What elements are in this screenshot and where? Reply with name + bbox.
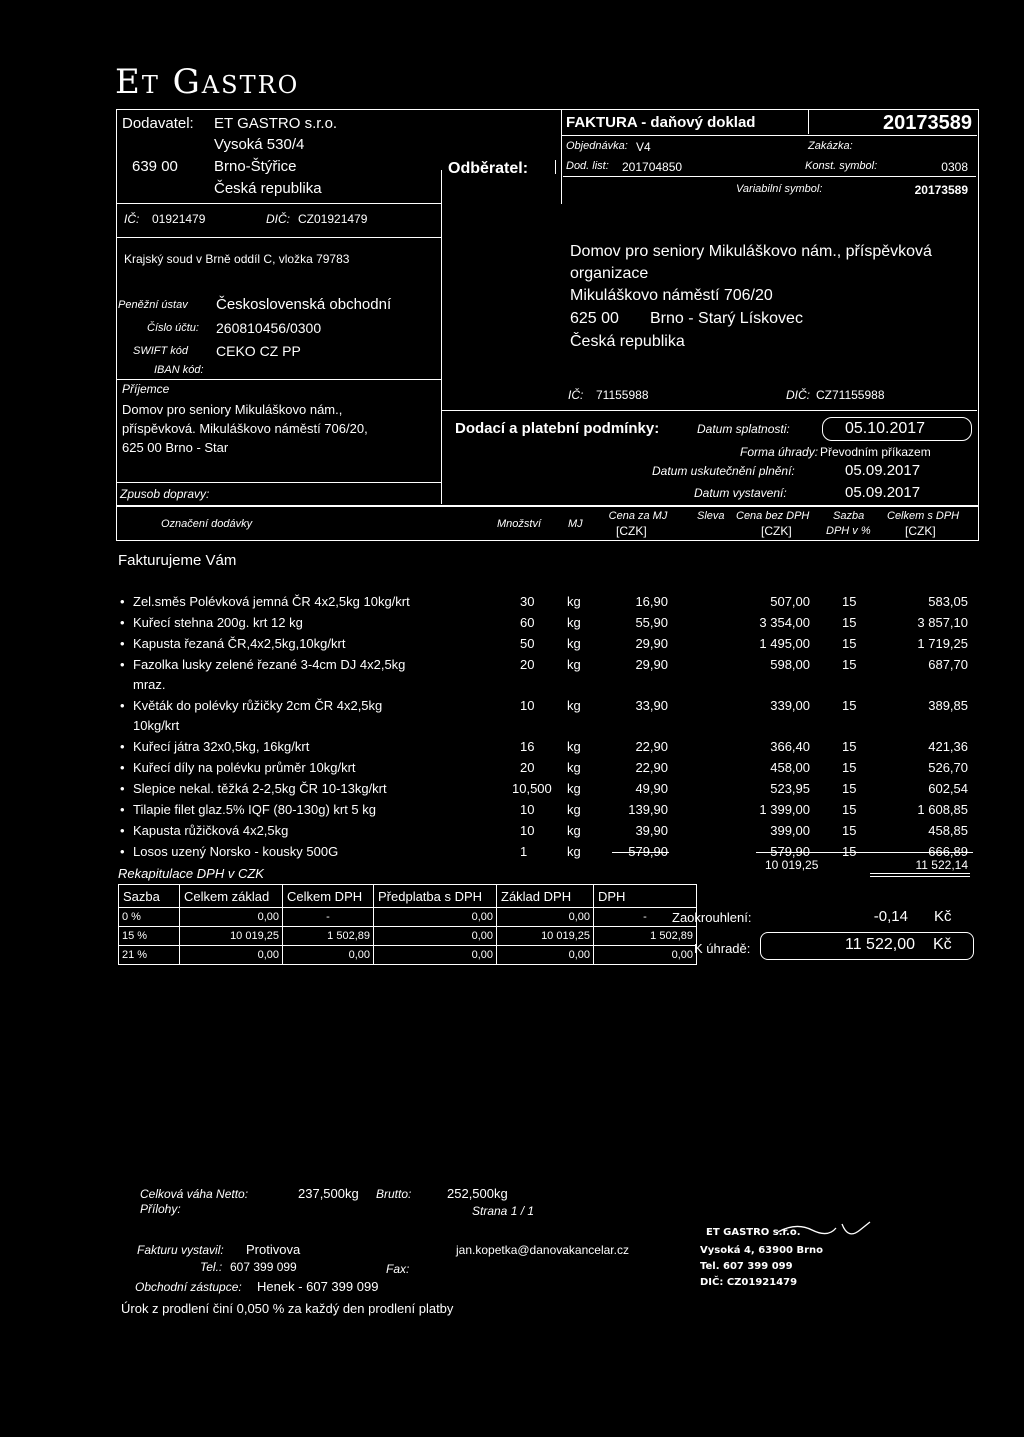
bullet-icon: • — [120, 636, 125, 651]
item-vat-rate: 15 — [842, 844, 857, 859]
var-symbol-value: 20173589 — [914, 183, 968, 197]
item-total: 666,89 — [928, 844, 968, 859]
bullet-icon: • — [120, 698, 125, 713]
invoice-title: FAKTURA - daňový doklad — [566, 114, 756, 131]
col-net: Cena bez DPH — [736, 510, 810, 522]
item-total: 687,70 — [928, 657, 968, 672]
tel-value: 607 399 099 — [230, 1260, 297, 1274]
recipient-line2: příspěvková. Mikuláškovo náměstí 706/20, — [122, 421, 368, 436]
order-value: V4 — [636, 140, 651, 154]
contact-email: jan.kopetka@danovakancelar.cz — [456, 1243, 629, 1257]
recap-cell: 0,00 — [283, 946, 374, 965]
customer-label: Odběratel: — [448, 160, 529, 177]
item-net: 507,00 — [770, 594, 810, 609]
var-symbol-label: Variabilní symbol: — [736, 183, 823, 195]
due-date-label: Datum splatnosti: — [697, 422, 790, 436]
rep-value: Henek - 607 399 099 — [257, 1279, 379, 1294]
bank-name: Československá obchodní — [216, 296, 392, 313]
item-total: 458,85 — [928, 823, 968, 838]
item-vat-rate: 15 — [842, 739, 857, 754]
swift-code: CEKO CZ PP — [216, 343, 301, 359]
recipient-line1: Domov pro seniory Mikuláškovo nám., — [122, 402, 343, 417]
recap-title: Rekapitulace DPH v CZK — [118, 866, 264, 881]
customer-ic-label: IČ: — [568, 388, 584, 402]
customer-zip: 625 00 — [570, 310, 619, 327]
supplier-dic: CZ01921479 — [298, 212, 368, 226]
item-quantity: 10 — [520, 823, 535, 838]
item-description: Slepice nekal. těžká 2-2,5kg ČR 10-13kg/krt — [133, 781, 387, 796]
stamp-line3: Tel. 607 399 099 — [700, 1261, 793, 1272]
recap-row — [119, 946, 697, 965]
fax-label: Fax: — [386, 1262, 410, 1276]
rep-label: Obchodní zástupce: — [135, 1280, 242, 1294]
item-vat-rate: 15 — [842, 823, 857, 838]
table-row — [0, 739, 1024, 757]
bullet-icon: • — [120, 823, 125, 838]
item-net: 598,00 — [770, 657, 810, 672]
item-vat-rate: 15 — [842, 760, 857, 775]
item-price: 33,90 — [635, 698, 668, 713]
item-vat-rate: 15 — [842, 698, 857, 713]
col-discount: Sleva — [697, 510, 725, 522]
recap-cell: 1 502,89 — [594, 927, 697, 946]
item-price: 22,90 — [635, 760, 668, 775]
recap-cell: 0,00 — [497, 908, 594, 927]
item-price: 29,90 — [635, 636, 668, 651]
item-description: Losos uzený Norsko - kousky 500G — [133, 844, 339, 859]
tax-date-value: 05.09.2017 — [845, 462, 921, 479]
item-price: 49,90 — [635, 781, 668, 796]
const-symbol-label: Konst. symbol: — [805, 160, 878, 172]
recipient-line3: 625 00 Brno - Star — [122, 440, 229, 455]
attachments-label: Přílohy: — [140, 1202, 181, 1216]
table-row — [0, 760, 1024, 778]
bullet-icon: • — [120, 802, 125, 817]
col-total: Celkem s DPH — [887, 510, 960, 522]
item-description: Fazolka lusky zelené řezané 3-4cm DJ 4x2,5kg — [133, 657, 406, 672]
recap-cell: 0,00 — [594, 946, 697, 965]
col-price-unit: [CZK] — [616, 524, 647, 538]
item-net: 399,00 — [770, 823, 810, 838]
recap-cell: 0,00 — [180, 908, 283, 927]
table-row — [0, 802, 1024, 820]
bullet-icon: • — [120, 657, 125, 672]
item-price: 139,90 — [628, 802, 668, 817]
intro-text: Fakturujeme Vám — [118, 552, 237, 569]
col-rate-unit: DPH v % — [826, 525, 871, 537]
customer-dic-label: DIČ: — [786, 388, 810, 402]
customer-line2: organizace — [570, 265, 649, 282]
stamp-line1: ET GASTRO s.r.o. — [706, 1227, 801, 1238]
supplier-dic-label: DIČ: — [266, 212, 290, 226]
weight-net-label: Celková váha Netto: — [140, 1187, 249, 1201]
issue-date-label: Datum vystavení: — [694, 486, 787, 500]
amount-due-label: K úhradě: — [694, 941, 751, 956]
total-net: 10 019,25 — [765, 858, 819, 872]
item-net: 3 354,00 — [759, 615, 810, 630]
item-vat-rate: 15 — [842, 802, 857, 817]
recipient-label: Příjemce — [122, 382, 170, 396]
table-row — [0, 657, 1024, 692]
customer-country: Česká republika — [570, 333, 685, 350]
item-unit: kg — [567, 760, 581, 775]
col-rate: Sazba — [833, 510, 865, 522]
weight-gross-value: 252,500kg — [447, 1186, 508, 1201]
tax-date-label: Datum uskutečnění plnění: — [652, 464, 795, 478]
item-vat-rate: 15 — [842, 636, 857, 651]
supplier-city: Brno-Štýřice — [214, 158, 297, 175]
bullet-icon: • — [120, 760, 125, 775]
item-quantity: 50 — [520, 636, 535, 651]
item-unit: kg — [567, 594, 581, 609]
item-description: Kuřecí díly na polévku průměr 10kg/krt — [133, 760, 356, 775]
recap-header-cell: Předplatba s DPH — [374, 885, 497, 908]
item-description-cont: 10kg/krt — [133, 718, 180, 733]
item-unit: kg — [567, 615, 581, 630]
item-net: 339,00 — [770, 698, 810, 713]
recap-cell: 1 502,89 — [283, 927, 374, 946]
item-unit: kg — [567, 781, 581, 796]
rounding-value: -0,14 — [873, 908, 908, 925]
stamp-line2: Vysoká 4, 63900 Brno — [700, 1245, 824, 1256]
item-unit: kg — [567, 698, 581, 713]
item-unit: kg — [567, 739, 581, 754]
item-total: 3 857,10 — [917, 615, 968, 630]
item-net: 1 495,00 — [759, 636, 810, 651]
bullet-icon: • — [120, 844, 125, 859]
amount-due-currency: Kč — [933, 936, 952, 953]
issued-by-value: Protivova — [246, 1242, 301, 1257]
recap-cell: 0,00 — [374, 927, 497, 946]
item-vat-rate: 15 — [842, 781, 857, 796]
item-price: 16,90 — [635, 594, 668, 609]
item-net: 523,95 — [770, 781, 810, 796]
supplier-ic-label: IČ: — [124, 212, 140, 226]
bullet-icon: • — [120, 615, 125, 630]
table-row — [0, 594, 1024, 612]
account-label: Číslo účtu: — [147, 322, 199, 334]
iban-label: IBAN kód: — [154, 364, 204, 376]
recap-header-cell: DPH — [594, 885, 697, 908]
item-total: 1 608,85 — [917, 802, 968, 817]
recap-header-cell: Celkem DPH — [283, 885, 374, 908]
item-unit: kg — [567, 657, 581, 672]
recap-cell: 0 % — [119, 908, 180, 927]
item-price: 22,90 — [635, 739, 668, 754]
item-quantity: 60 — [520, 615, 535, 630]
supplier-zip: 639 00 — [132, 158, 178, 175]
item-unit: kg — [567, 844, 581, 859]
item-quantity: 20 — [520, 760, 535, 775]
recap-cell: 15 % — [119, 927, 180, 946]
item-quantity: 10,500 — [512, 781, 552, 796]
supplier-ic: 01921479 — [152, 212, 206, 226]
terms-label: Dodací a platební podmínky: — [455, 420, 660, 437]
item-price: 55,90 — [635, 615, 668, 630]
delivery-note-label: Dod. list: — [566, 160, 609, 172]
item-quantity: 20 — [520, 657, 535, 672]
invoice-number: 20173589 — [883, 112, 972, 134]
item-quantity: 16 — [520, 739, 535, 754]
item-unit: kg — [567, 823, 581, 838]
weight-gross-label: Brutto: — [376, 1187, 412, 1201]
item-total: 1 719,25 — [917, 636, 968, 651]
item-net: 579,90 — [770, 844, 810, 859]
item-description: Tilapie filet glaz.5% IQF (80-130g) krt 5 kg — [133, 802, 377, 817]
item-vat-rate: 15 — [842, 594, 857, 609]
col-unit: MJ — [568, 518, 583, 530]
col-price: Cena za MJ — [608, 510, 668, 522]
rounding-label: Zaokrouhlení: — [672, 910, 752, 925]
col-net-unit: [CZK] — [761, 524, 792, 538]
table-row — [0, 636, 1024, 654]
rounding-currency: Kč — [934, 908, 952, 925]
recap-header-cell: Celkem základ — [180, 885, 283, 908]
item-description: Kuřecí játra 32x0,5kg, 16kg/krt — [133, 739, 310, 754]
company-logo: Et Gastro — [115, 62, 300, 102]
item-quantity: 10 — [520, 698, 535, 713]
interest-note: Úrok z prodlení činí 0,050 % za každý den prodlení platby — [121, 1301, 454, 1316]
col-total-unit: [CZK] — [905, 524, 936, 538]
item-description: Květák do polévky růžičky 2cm ČR 4x2,5kg — [133, 698, 383, 713]
bullet-icon: • — [120, 594, 125, 609]
table-row — [0, 615, 1024, 633]
weight-net-value: 237,500kg — [298, 1186, 359, 1201]
recap-row — [119, 927, 697, 946]
account-number: 260810456/0300 — [216, 320, 322, 336]
swift-label: SWIFT kód — [133, 345, 189, 357]
bullet-icon: • — [120, 781, 125, 796]
contract-label: Zakázka: — [808, 140, 853, 152]
item-net: 458,00 — [770, 760, 810, 775]
total-gross: 11 522,14 — [915, 858, 968, 872]
customer-line1: Domov pro seniory Mikuláškovo nám., příspěvková — [570, 243, 932, 260]
item-price: 39,90 — [635, 823, 668, 838]
tel-label: Tel.: — [200, 1260, 223, 1274]
recap-cell: - — [283, 908, 374, 927]
recap-cell: 0,00 — [180, 946, 283, 965]
item-unit: kg — [567, 636, 581, 651]
bank-label: Peněžní ústav — [118, 299, 188, 311]
col-qty: Množství — [497, 518, 542, 530]
item-total: 583,05 — [928, 594, 968, 609]
signature-icon — [776, 1218, 876, 1242]
stamp-line4: DIČ: CZ01921479 — [700, 1277, 798, 1288]
issue-date-value: 05.09.2017 — [845, 484, 921, 501]
item-vat-rate: 15 — [842, 615, 857, 630]
col-desc: Označení dodávky — [161, 518, 253, 530]
supplier-street: Vysoká 530/4 — [214, 136, 305, 153]
recap-cell: 10 019,25 — [497, 927, 594, 946]
recap-cell: 21 % — [119, 946, 180, 965]
item-total: 526,70 — [928, 760, 968, 775]
item-quantity: 10 — [520, 802, 535, 817]
recap-cell: 0,00 — [374, 908, 497, 927]
vat-recap-table — [118, 884, 697, 965]
customer-line3: Mikuláškovo náměstí 706/20 — [570, 287, 773, 304]
item-vat-rate: 15 — [842, 657, 857, 672]
payment-method-label: Forma úhrady: — [740, 445, 819, 459]
item-net: 1 399,00 — [759, 802, 810, 817]
payment-method-value: Převodním příkazem — [820, 445, 931, 459]
item-description: Kapusta růžičková 4x2,5kg — [133, 823, 289, 838]
order-label: Objednávka: — [566, 140, 628, 152]
item-total: 421,36 — [928, 739, 968, 754]
recap-cell: 0,00 — [497, 946, 594, 965]
supplier-country: Česká republika — [214, 180, 322, 197]
page-number: Strana 1 / 1 — [472, 1204, 535, 1218]
table-row — [0, 698, 1024, 733]
recap-cell: - — [594, 908, 697, 927]
customer-city: Brno - Starý Lískovec — [650, 310, 803, 327]
recap-row — [119, 908, 697, 927]
recap-header-cell: Sazba — [119, 885, 180, 908]
amount-due-value: 11 522,00 — [845, 936, 915, 953]
transport-label: Zpusob dopravy: — [120, 487, 210, 501]
delivery-note-value: 201704850 — [622, 160, 683, 174]
const-symbol-value: 0308 — [941, 160, 968, 174]
item-quantity: 30 — [520, 594, 535, 609]
table-row — [0, 781, 1024, 799]
recap-header-cell: Základ DPH — [497, 885, 594, 908]
supplier-name: ET GASTRO s.r.o. — [214, 115, 338, 132]
recap-cell: 10 019,25 — [180, 927, 283, 946]
customer-dic: CZ71155988 — [816, 388, 885, 402]
item-unit: kg — [567, 802, 581, 817]
issued-by-label: Fakturu vystavil: — [137, 1243, 224, 1257]
item-description: Kuřecí stehna 200g. krt 12 kg — [133, 615, 303, 630]
item-total: 602,54 — [928, 781, 968, 796]
court-registration: Krajský soud v Brně oddíl C, vložka 79783 — [124, 252, 350, 266]
item-quantity: 1 — [520, 844, 528, 859]
customer-ic: 71155988 — [596, 388, 649, 402]
item-description: Zel.směs Polévková jemná ČR 4x2,5kg 10kg/krt — [133, 594, 410, 609]
item-description-cont: mraz. — [133, 677, 166, 692]
bullet-icon: • — [120, 739, 125, 754]
item-net: 366,40 — [770, 739, 810, 754]
item-total: 389,85 — [928, 698, 968, 713]
recap-cell: 0,00 — [374, 946, 497, 965]
item-description: Kapusta řezaná ČR,4x2,5kg,10kg/krt — [133, 636, 346, 651]
item-price: 29,90 — [635, 657, 668, 672]
table-row — [0, 823, 1024, 841]
due-date-value: 05.10.2017 — [845, 420, 926, 437]
item-price: 579,90 — [628, 844, 668, 859]
supplier-label: Dodavatel: — [122, 115, 194, 132]
